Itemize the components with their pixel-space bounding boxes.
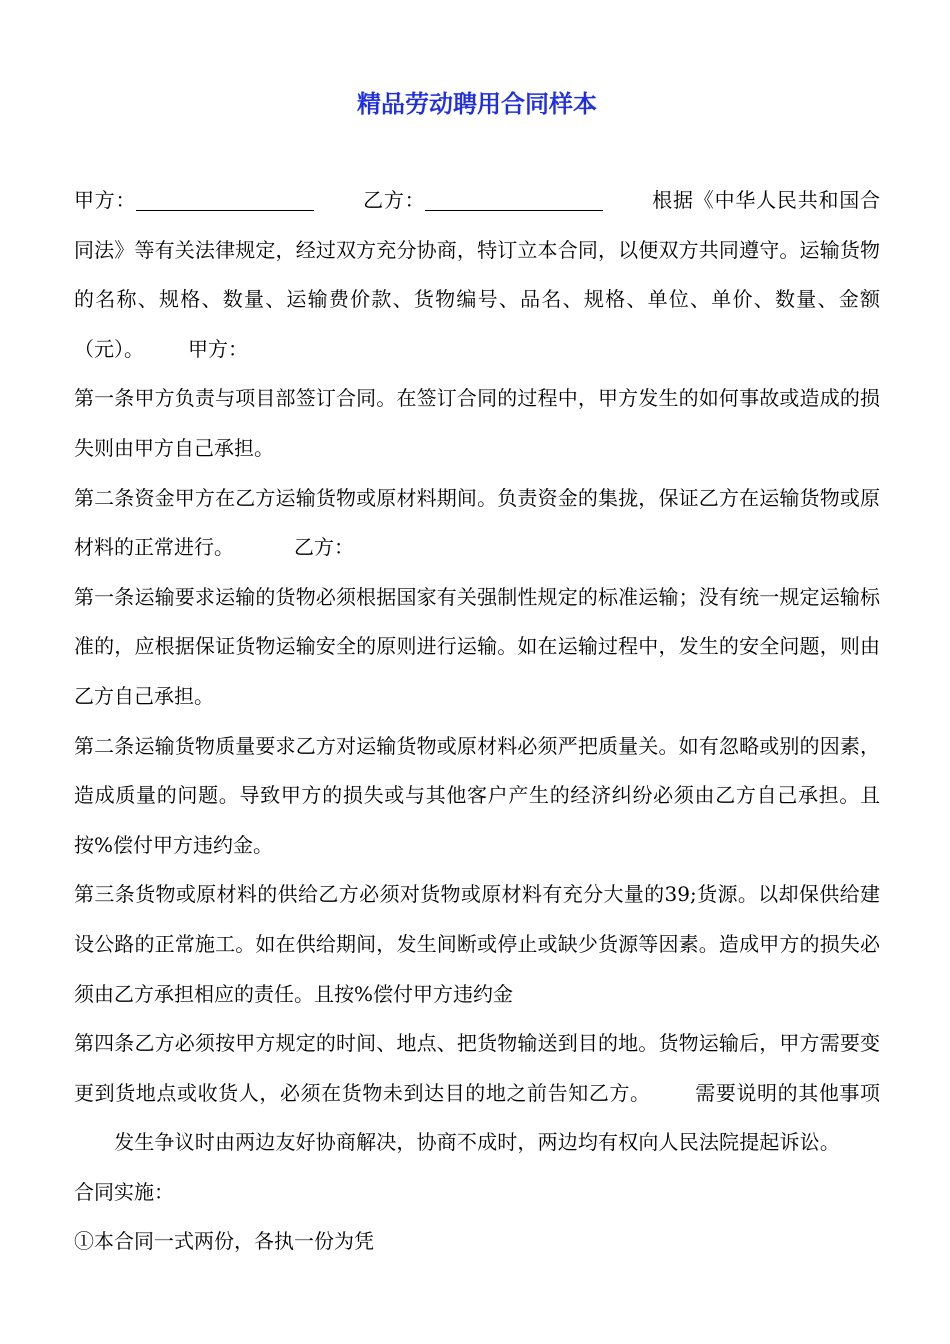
implementation-heading: 合同实施： xyxy=(74,1179,174,1204)
party-a-clause-2 xyxy=(74,474,880,573)
document-title: 精品劳动聘用合同样本 xyxy=(357,90,597,118)
party-b-blank xyxy=(425,190,603,211)
party-b-clause-4 xyxy=(74,1019,880,1217)
party-a-heading: 甲方： xyxy=(188,336,248,361)
party-b-clause-2: 第二条运输货物质量要求乙方对运输货物或原材料必须严把质量关。如有忽略或别的因素，造成质量的问题。导致甲方的损失或与其他客户产生的经济纠纷必须由乙方自己承担。且按%偿付甲方违约金。 xyxy=(74,733,880,857)
intro-paragraph xyxy=(74,176,880,374)
other-matters-heading: 需要说明的其他事项 xyxy=(694,1080,881,1105)
party-b-heading: 乙方： xyxy=(294,535,354,560)
party-a-blank xyxy=(136,190,314,211)
party-b-label: 乙方： xyxy=(362,188,426,212)
implementation-item-1: ①本合同一式两份，各执一份为凭 xyxy=(74,1229,374,1254)
party-b-clause-3: 第三条货物或原材料的供给乙方必须对货物或原材料有充分大量的39;货源。以却保供给建设公路的正常施工。如在供给期间，发生间断或停止或缺少货源等因素。造成甲方的损失必须由乙方承担相应的责任。且按%偿付甲方违约金 xyxy=(74,882,880,1006)
dispute-text: 发生争议时由两边友好协商解决，协商不成时，两边均有权向人民法院提起诉讼。 xyxy=(114,1130,840,1155)
intro-text: 根据《中华人民共和国合同法》等有关法律规定，经过双方充分协商，特订立本合同，以便双方共同遵守。运输货物的名称、规格、数量、运输费价款、货物编号、品名、规格、单位、单价、数量、金额（元）。 xyxy=(74,188,881,361)
document-body xyxy=(74,176,880,1267)
party-a-clause-1: 第一条甲方负责与项目部签订合同。在签订合同的过程中，甲方发生的如何事故或造成的损失则由甲方自己承担。 xyxy=(74,386,880,460)
party-b-clause-1: 第一条运输要求运输的货物必须根据国家有关强制性规定的标准运输；没有统一规定运输标准的，应根据保证货物运输安全的原则进行运输。如在运输过程中，发生的安全问题，则由乙方自己承担。 xyxy=(74,584,880,708)
party-a-label: 甲方： xyxy=(74,188,137,212)
party-b-clause-4-text: 第四条乙方必须按甲方规定的时间、地点、把货物输送到目的地。货物运输后，甲方需要变更到货地点或收货人，必须在货物未到达目的地之前告知乙方。 xyxy=(74,1031,880,1105)
party-a-clause-2-text: 第二条资金甲方在乙方运输货物或原材料期间。负责资金的集拢，保证乙方在运输货物或原材料的正常进行。 xyxy=(74,485,880,560)
